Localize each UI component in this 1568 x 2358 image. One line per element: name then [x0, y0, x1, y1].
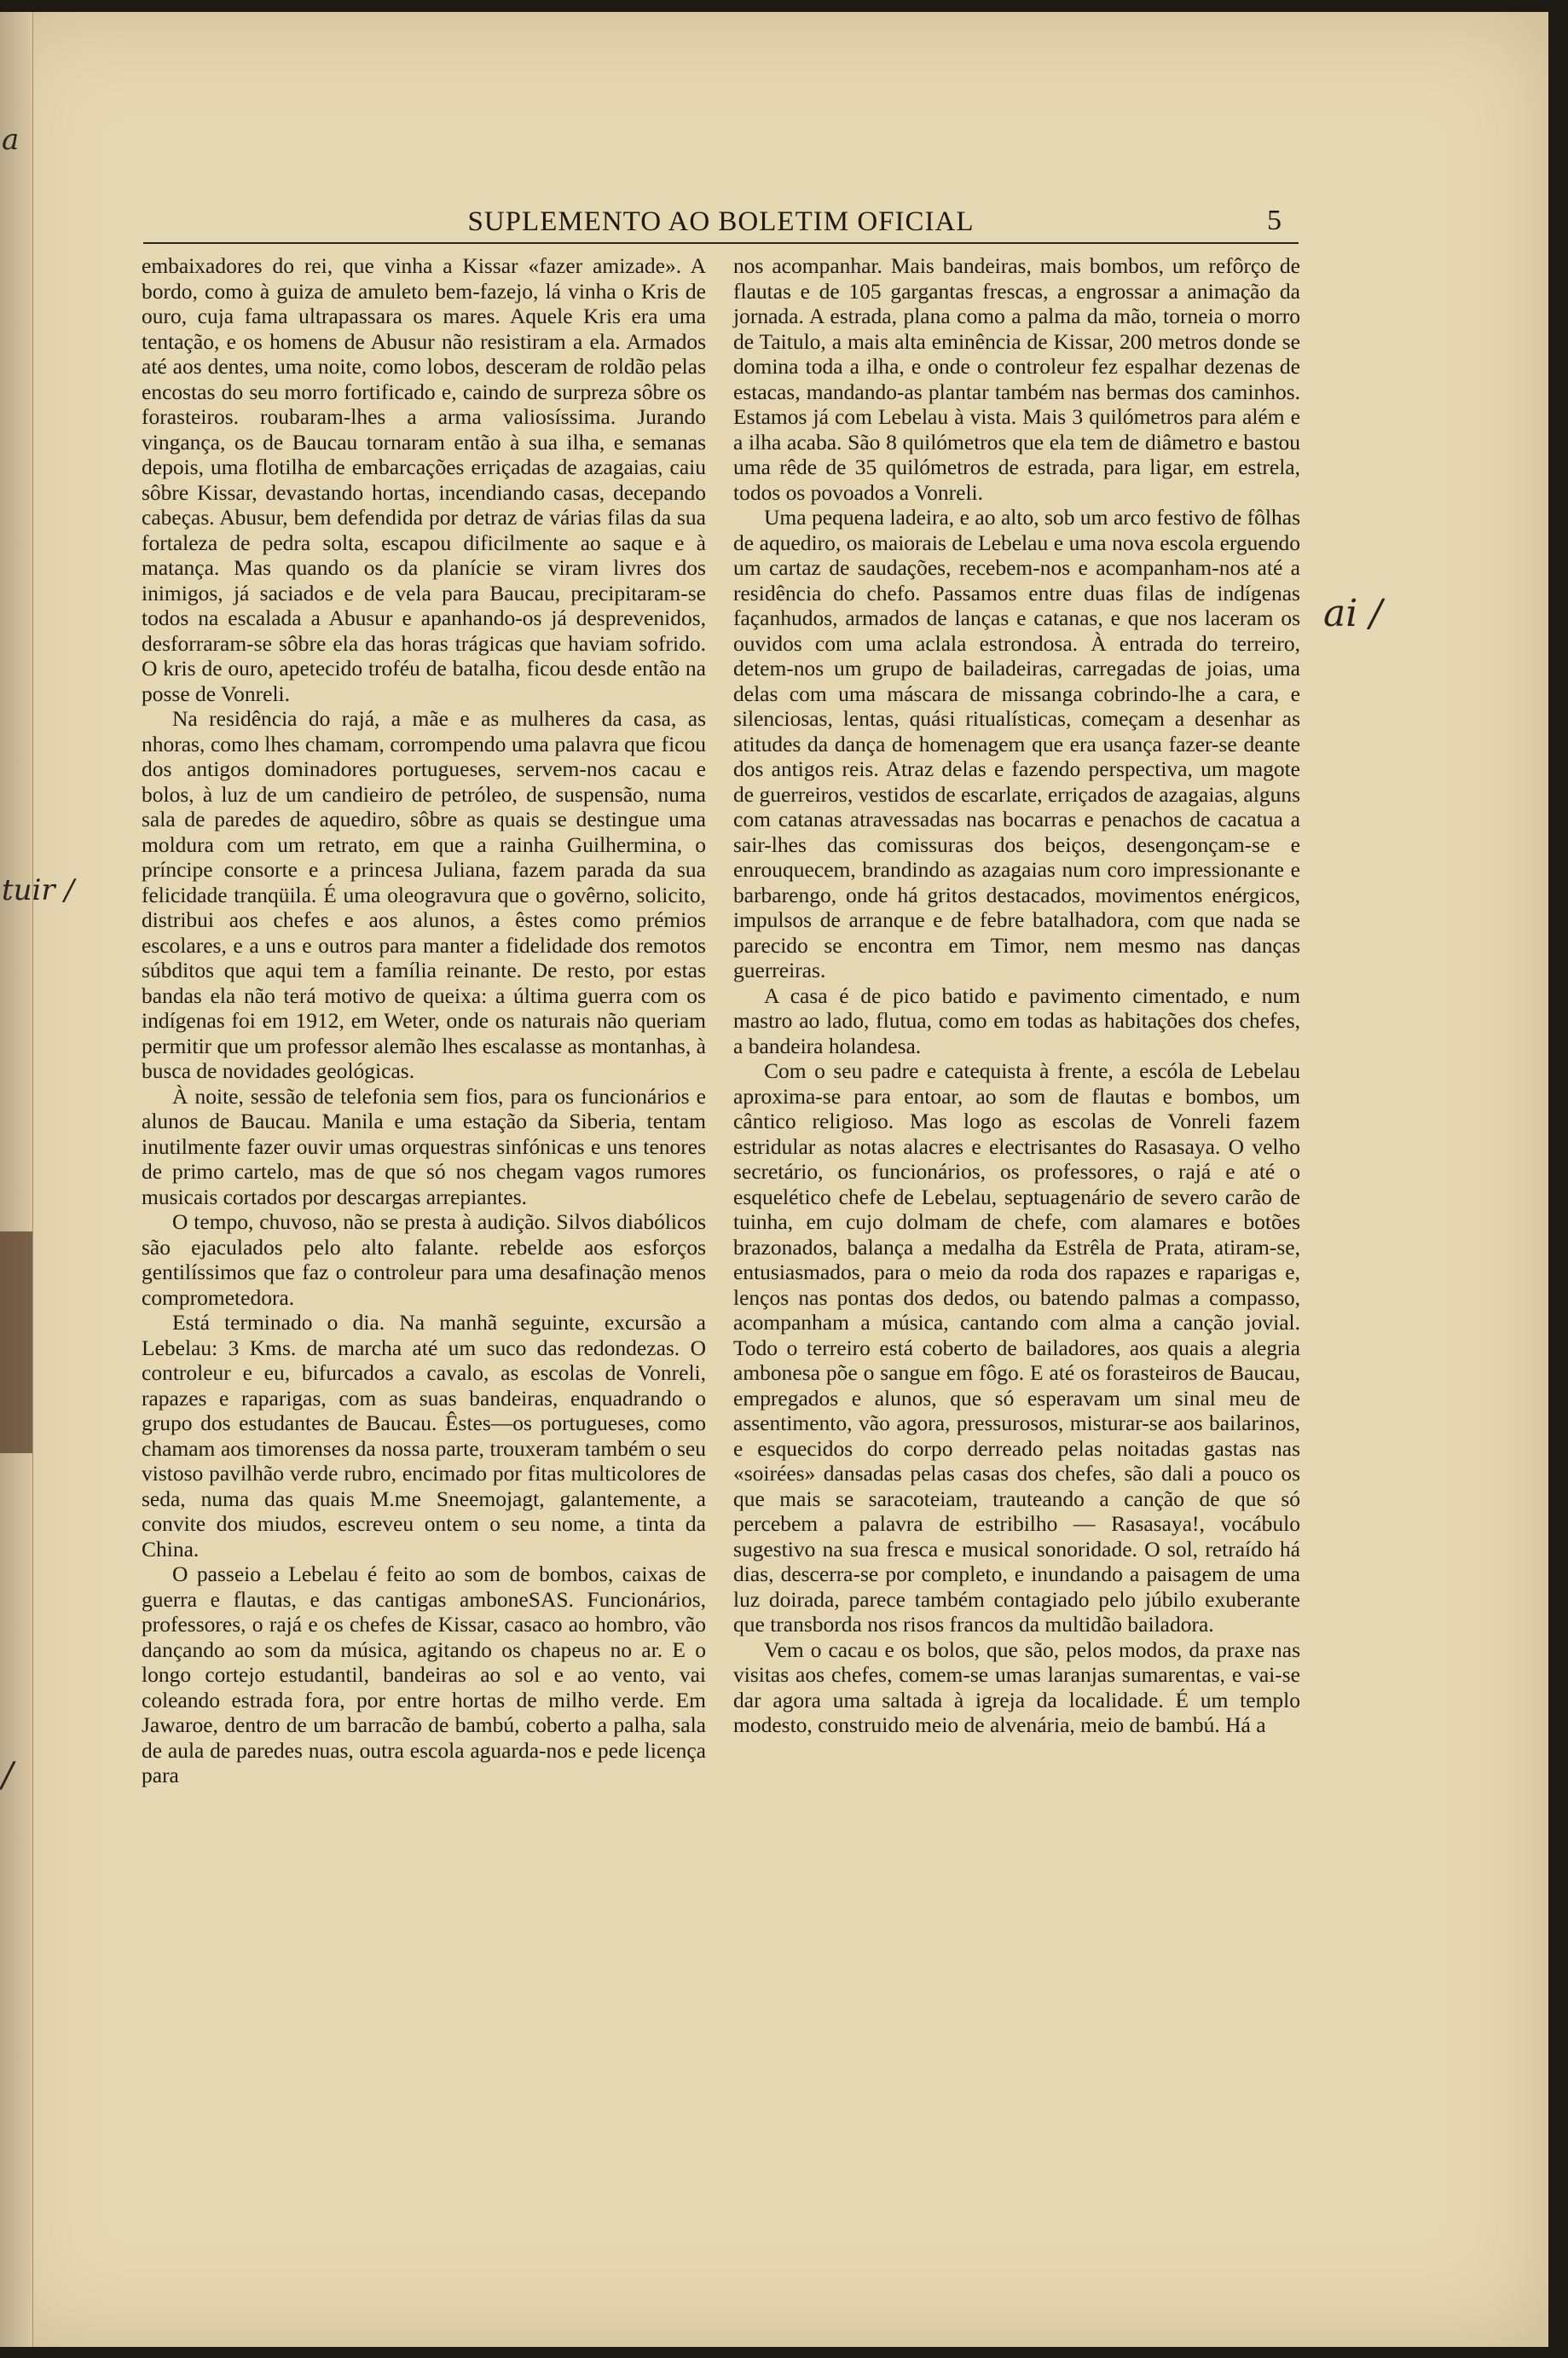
paragraph: O tempo, chuvoso, não se presta à audição. Silvos diabólicos são ejaculados pelo alto falante. rebelde aos esforços gentilíssimos que faz o controleur para uma desafinação menos comprometedora. [142, 1209, 706, 1310]
paragraph: O passeio a Lebelau é feito ao som de bombos, caixas de guerra e flautas, e das cantigas amboneSAS. Funcionários, professores, o rajá e os chefes de Kissar, casaco ao hombro, vão dançando ao som da música, agitando os chapeus no ar. E o longo cortejo estudantil, bandeiras ao sol e ao vento, vai coleando estrada fora, por entre hortas de milho verde. Em Jawaroe, dentro de um barracão de bambú, coberto a palha, sala de aula de paredes nuas, outra escola aguarda-nos e pede licença para [142, 1561, 706, 1787]
margin-note-left-mid: tuir / [2, 873, 74, 907]
margin-note-right: ai / [1323, 592, 1383, 635]
paragraph: embaixadores do rei, que vinha a Kissar «fazer amizade». A bordo, como à guiza de amuleto bem-fazejo, lá vinha o Kris de ouro, cuja fama ultrapassara os mares. Aquele Kris era uma tentação, e os homens de Abusur não resistiram a ela. Armados até aos dentes, uma noite, como lobos, desceram de roldão pelas encostas do seu morro fortificado e, caindo de surpreza sôbre os forasteiros. roubaram-lhes a arma valiosíssima. Jurando vingança, os de Baucau tornaram então à sua ilha, e semanas depois, uma flotilha de embarcações erriçadas de azagaias, caiu sôbre Kissar, devastando hortas, incendiando casas, decepando cabeças. Abusur, bem defendida por detraz de várias filas da sua fortaleza de pedra solta, escapou dificilmente ao saque e à matança. Mas quando os da planície se viram livres dos inimigos, já saciados e de vela para Baucau, precipitaram-se todos na escalada a Abusur e apanhando-os já desprevenidos, desforraram-se sôbre ela das horas trágicas que haviam sofrido. O kris de ouro, apetecido troféu de batalha, ficou desde então na posse de Vonreli. [142, 253, 706, 706]
left-column [142, 253, 706, 1788]
margin-note-top-left: a [2, 123, 20, 157]
binding-strip [0, 12, 33, 2347]
paragraph: A casa é de pico batido e pavimento cimentado, e num mastro ao lado, flutua, como em todas as habitações dos chefes, a bandeira holandesa. [733, 982, 1300, 1058]
margin-note-left-lower: / [2, 1756, 14, 1795]
paragraph: Com o seu padre e catequista à frente, a escóla de Lebelau aproxima-se para entoar, ao som de flautas e bombos, um cântico religioso. Mas logo as escolas de Vonreli fazem estridular as notas alacres e electrisantes do Rasasaya. O velho secretário, os funcionários, os professores, o rajá e até o esquelético chefe de Lebelau, septuagenário de severo carão de tuinha, em cujo dolmam de chefe, com alamares e botões brazonados, balança a medalha da Estrêla de Prata, atiram-se, entusiasmados, para o meio da roda dos rapazes e raparigas e, lenços nas pontas dos dedos, ou batendo palmas a compasso, acompanham a música, cantando com alma a canção jovial. Todo o terreiro está coberto de bailadores, aos quais a alegria ambonesa põe o sangue em fôgo. E até os forasteiros de Baucau, empregados e alunos, que só esperavam um sinal meu de assentimento, vão agora, pressurosos, misturar-se aos bailarinos, e esquecidos do corpo derreado pelas noitadas gastas nas «soirées» dansadas pelas casas dos chefes, são dali a pouco os que mais se saracoteiam, trauteando a canção de que só percebem a palavra de estribilho — Rasasaya!, vocábulo sugestivo na sua fresca e musical sonoridade. O sol, retraído há dias, descerra-se por completo, e inundando a paisagem de uma luz doirada, parece também contagiado pelo júbilo exuberante que transborda nos risos francos da multidão bailadora. [733, 1058, 1300, 1637]
paragraph: À noite, sessão de telefonia sem fios, para os funcionários e alunos de Baucau. Manila e uma estação da Siberia, tentam inutilmente fazer ouvir umas orquestras sinfónicas e uns tenores de primo cartelo, mas de que só nos chegam vagos rumores musicais cortados por descargas arrepiantes. [142, 1083, 706, 1209]
paragraph: nos acompanhar. Mais bandeiras, mais bombos, um refôrço de flautas e de 105 gargantas frescas, a engrossar a animação da jornada. A estrada, plana como a palma da mão, torneia o morro de Taitulo, a mais alta eminência de Kissar, 200 metros donde se domina toda a ilha, e onde o controleur fez espalhar dezenas de estacas, mandando-as plantar também nas bermas dos caminhos. Estamos já com Lebelau à vista. Mais 3 quilómetros para além e a ilha acaba. São 8 quilómetros que ela tem de diâmetro e bastou uma rêde de 35 quilómetros de estrada, para ligar, em estrela, todos os povoados a Vonreli. [733, 253, 1300, 505]
paragraph: Vem o cacau e os bolos, que são, pelos modos, da praxe nas visitas aos chefes, comem-se umas laranjas sumarentas, e vai-se dar agora uma saltada à igreja da localidade. É um templo modesto, construido meio de alvenária, meio de bambú. Há a [733, 1637, 1300, 1737]
paragraph: Está terminado o dia. Na manhã seguinte, excursão a Lebelau: 3 Kms. de marcha até um suco das redondezas. O controleur e eu, bifurcados a cavalo, as escolas de Vonreli, rapazes e raparigas, com as suas bandeiras, enquadrando o grupo dos estudantes de Baucau. Êstes—os portugueses, como chamam aos timorenses da nossa parte, trouxeram também o seu vistoso pavilhão verde rubro, encimado por fitas multicolores de seda, numa das quais M.me Sneemojagt, galantemente, a convite dos miudos, escreveu ontem o seu nome, a tinta da China. [142, 1310, 706, 1561]
edge-stain [0, 1231, 32, 1453]
publication-title: SUPLEMENTO AO BOLETIM OFICIAL [467, 206, 975, 237]
newspaper-page [0, 12, 1548, 2347]
page-number: 5 [1267, 205, 1282, 236]
page-header [143, 200, 1299, 244]
right-column [733, 253, 1300, 1738]
paragraph: Uma pequena ladeira, e ao alto, sob um arco festivo de fôlhas de aquediro, os maiorais de Lebelau e uma nova escola erguendo um cartaz de saudações, recebem-nos e acompanham-nos até a residência do chefo. Passamos entre duas filas de indígenas façanhudos, armados de lanças e catanas, e que nos laceram os ouvidos com uma aclala estrondosa. À entrada do terreiro, detem-nos um grupo de bailadeiras, carregadas de joias, uma delas com uma máscara de missanga cobrindo-lhe a cara, e silenciosas, lentas, quási ritualísticas, começam a desenhar as atitudes da dança de homenagem que era usança fazer-se deante dos antigos reis. Atraz delas e fazendo perspectiva, um magote de guerreiros, vestidos de escarlate, erriçados de azagaias, alguns com catanas atravessadas nas bocarras e penachos de cacatua a sair-lhes das comissuras dos beiços, desengonçam-se e enrouquecem, brandindo as azagaias num coro impressionante e barbarengo, onde há gritos destacados, movimentos enérgicos, impulsos de arranque e de febre batalhadora, com que nada se parecido se encontra em Timor, nem mesmo nas danças guerreiras. [733, 505, 1300, 982]
paragraph: Na residência do rajá, a mãe e as mulheres da casa, as nhoras, como lhes chamam, corrompendo uma palavra que ficou dos antigos dominadores portugueses, servem-nos cacau e bolos, à luz de um candieiro de petróleo, de suspensão, numa sala de paredes de aquediro, sôbre as quais se destingue uma moldura com um retrato, em que a rainha Guilhermina, o príncipe consorte e a princesa Juliana, fazem parada da sua felicidade tranqüila. É uma oleogravura que o govêrno, solicito, distribui aos chefes e aos alunos, a êstes como prémios escolares, e a uns e outros para manter a fidelidade dos remotos súbditos que aqui tem a família reinante. De resto, por estas bandas ela não terá motivo de queixa: a última guerra com os indígenas foi em 1912, em Weter, onde os naturais não queriam permitir que um professor alemão lhes escalasse as montanhas, à busca de novidades geológicas. [142, 706, 706, 1083]
